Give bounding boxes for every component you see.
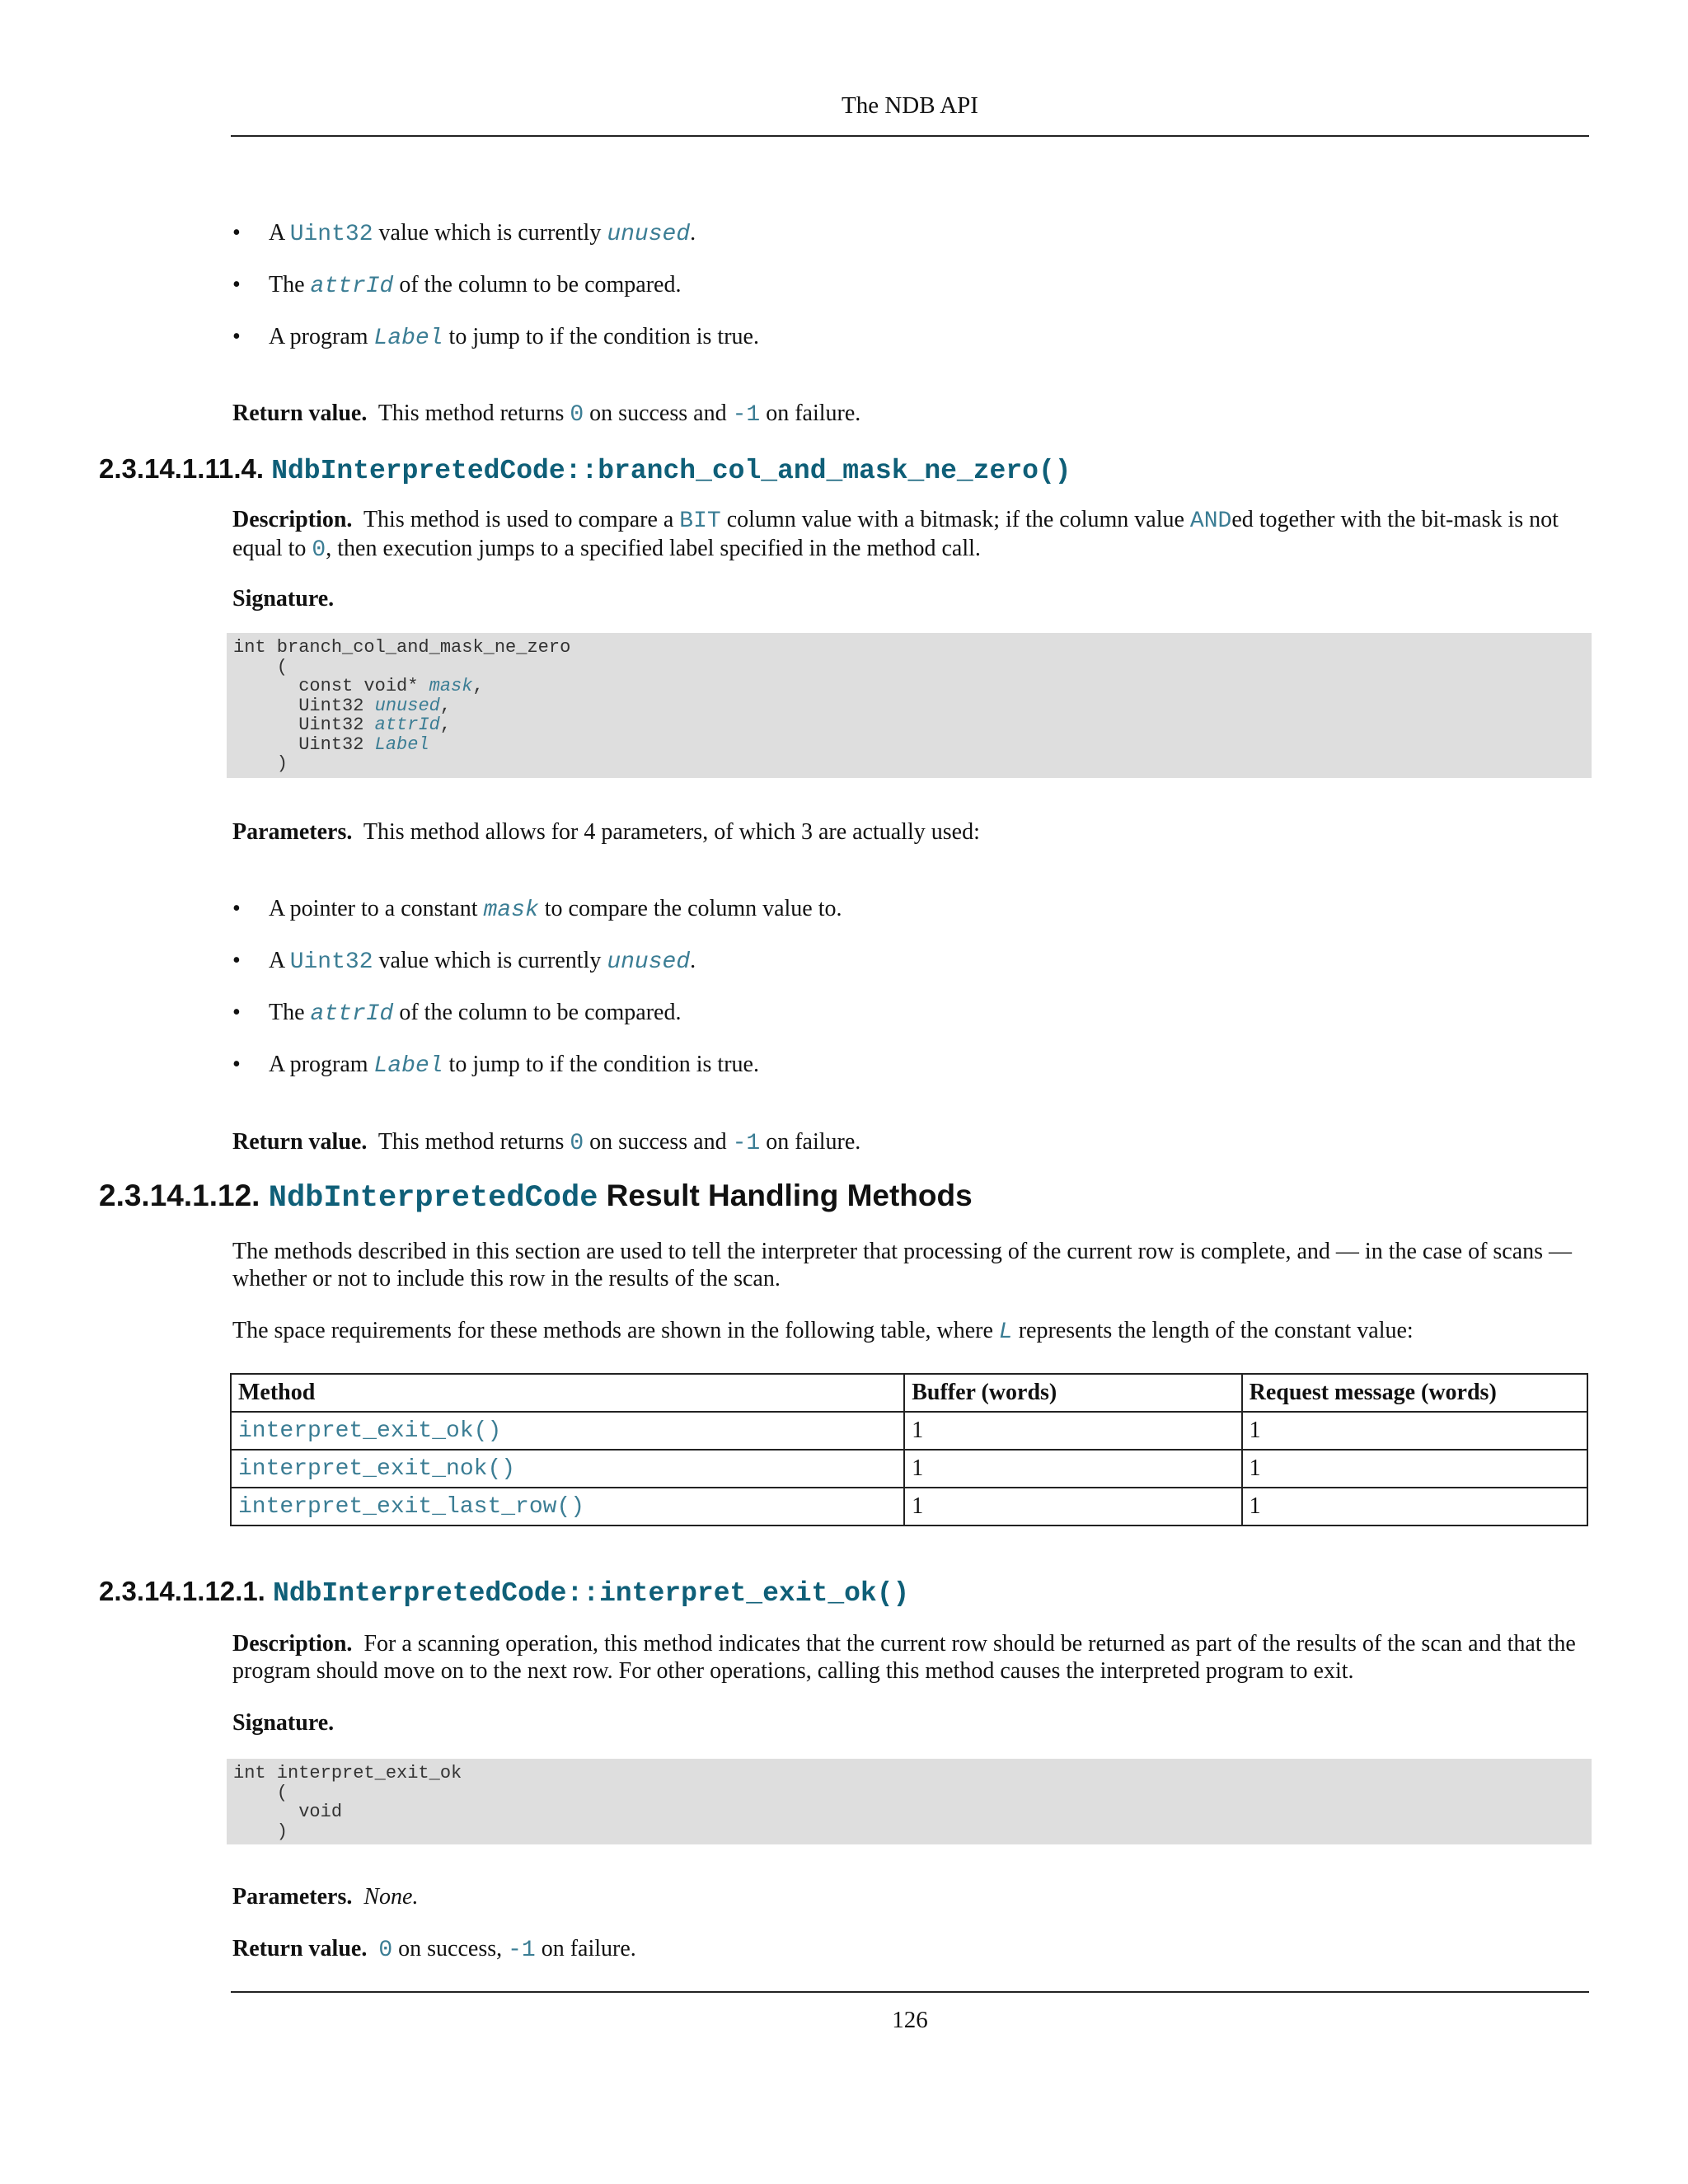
signature-label: Signature. xyxy=(232,586,335,612)
space-requirements-table xyxy=(230,1373,1588,1526)
inline-code: Uint32 xyxy=(289,222,373,247)
description-paragraph: Description. This method is used to compare a BIT column value with a bitmask; if the column value ANDed together with the bit-mask is not equal to 0, then execution jumps to a specified label specified in the method call. xyxy=(232,507,1559,563)
return-value-paragraph: Return value. This method returns 0 on success and -1 on failure. xyxy=(232,401,861,428)
table-cell: 1 xyxy=(1242,1412,1587,1450)
method-link[interactable]: interpret_exit_last_row() xyxy=(231,1488,904,1526)
column-header: Request message (words) xyxy=(1242,1374,1587,1412)
table-cell: 1 xyxy=(1242,1488,1587,1526)
inline-variable: attrId xyxy=(310,274,394,299)
table-cell: 1 xyxy=(904,1488,1241,1526)
method-link[interactable]: interpret_exit_ok() xyxy=(231,1412,904,1450)
table-row xyxy=(231,1450,1587,1488)
column-header: Buffer (words) xyxy=(904,1374,1241,1412)
header-rule xyxy=(231,135,1589,137)
parameters-paragraph: Parameters. None. xyxy=(232,1884,419,1910)
body-paragraph: The methods described in this section are used to tell the interpreter that processing of the current row is complete, and — in the case of scans — whether or not to include this row in the results of the scan. xyxy=(232,1239,1573,1291)
parameters-paragraph: Parameters. This method allows for 4 parameters, of which 3 are actually used: xyxy=(232,819,980,845)
section-heading: 2.3.14.1.12. NdbInterpretedCode Result Handling Methods xyxy=(99,1179,973,1216)
section-heading: 2.3.14.1.11.4. NdbInterpretedCode::branch_col_and_mask_ne_zero() xyxy=(99,453,1071,486)
table-row xyxy=(231,1412,1587,1450)
body-paragraph: The space requirements for these methods are shown in the following table, where L represents the length of the constant value: xyxy=(232,1318,1414,1345)
signature-label: Signature. xyxy=(232,1710,335,1736)
section-heading: 2.3.14.1.12.1. NdbInterpretedCode::interpret_exit_ok() xyxy=(99,1576,910,1609)
table-cell: 1 xyxy=(904,1412,1241,1450)
table-row xyxy=(231,1488,1587,1526)
return-value-paragraph: Return value. This method returns 0 on success and -1 on failure. xyxy=(232,1129,861,1156)
inline-variable: Label xyxy=(373,326,443,351)
document-page: The NDB API • A Uint32 value which is currently unused. • The attrId of the column to be compared. • A program Label to jump to if the condition is true. Return value. This method returns 0 on success and -1 on failure. 2.3.14.1.11.4. NdbInterpretedCode::branch_col_and_mask_ne_zero() Description. This method is used to compare a BIT column value with a bitmask; if the column value ANDed together with the bit-mask is not equal to 0, then execution jumps to a specified label specified in the method call. Signature. int branch_col_and_mask_ne_zero ( const void* mask, Uint32 unused, Uint32 attrId, Uint32 Label ) Parameters. This method allows for 4 parameters, of which 3 are actually used: • A pointer to a constant mask to compare the column value to. • A Uint32 value which is currently unused. • The attrId of the column to be compared. • A program Label to jump to if the condition is true. Return value. This method returns 0 on success and -1 on failure. 2.3.14.1.12. NdbInterpretedCode Result Handling Methods The methods described in this section are used to tell the interpreter that processing of the current row is complete, and — in the case of scans — whether or not to include this row in the results of the scan. The space requirements for these methods are shown in the following table, where L represents the length of the constant value: Method Buffer (words) Request message (words) interpret_exit_ok() 1 1 interpret_exit_nok() 1 1 interpret_exit_last_row() 1 1 2.3.14.1.12.1. NdbInterpretedCode::interpret_exit_ok() Description. For a scanning operation, this method indicates that the current row should be returned as part of the results of the scan and that the program should move on to the next row. For other operations, calling this method causes the interpreted program to exit. Signature. int interpret_exit_ok ( void ) Parameters. None. Return value. 0 on success, -1 on failure. 126 xyxy=(0,0,1688,2184)
inline-variable: unused xyxy=(607,222,691,247)
method-link[interactable]: interpret_exit_nok() xyxy=(231,1450,904,1488)
description-paragraph: Description. For a scanning operation, this method indicates that the current row should be returned as part of the results of the scan and that the program should move on to the next row. For other operations, calling this method causes the interpreted program to exit. xyxy=(232,1631,1576,1684)
footer-rule xyxy=(231,1991,1589,1993)
table-cell: 1 xyxy=(1242,1450,1587,1488)
table-header-row xyxy=(231,1374,1587,1412)
column-header: Method xyxy=(231,1374,904,1412)
return-value-paragraph: Return value. 0 on success, -1 on failure. xyxy=(232,1936,636,1963)
page-number: 126 xyxy=(892,2007,928,2033)
signature-code-block: int interpret_exit_ok ( void ) xyxy=(227,1759,1592,1844)
table-cell: 1 xyxy=(904,1450,1241,1488)
signature-code-block: int branch_col_and_mask_ne_zero ( const void* mask, Uint32 unused, Uint32 attrId, Uint32 Label ) xyxy=(227,633,1592,778)
running-header: The NDB API xyxy=(842,92,978,119)
